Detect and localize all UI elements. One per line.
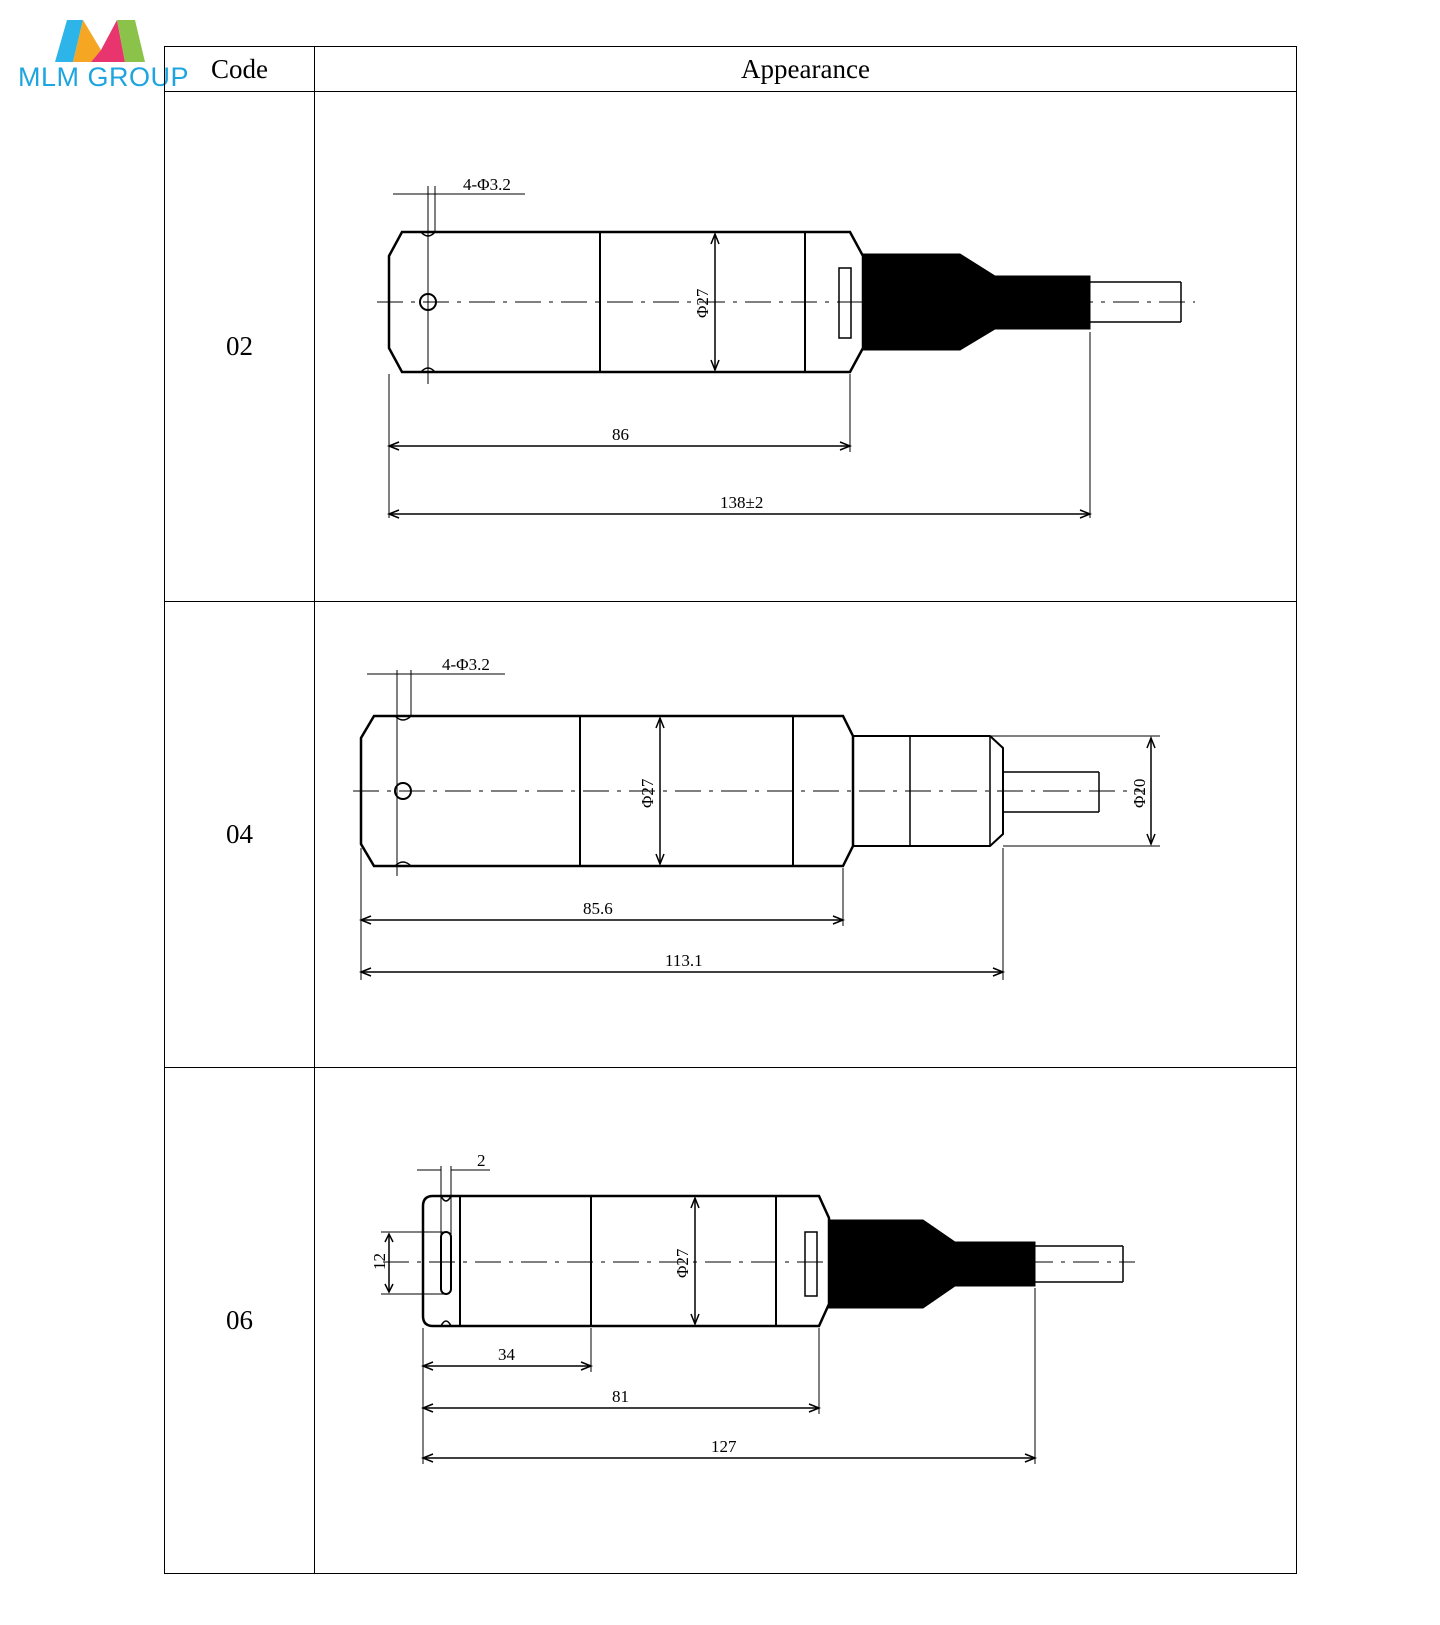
logo-mark-icon (55, 18, 145, 62)
header-appearance: Appearance (315, 47, 1297, 92)
sensor-drawing-04 (315, 604, 1295, 1066)
table-row (165, 1068, 1297, 1574)
code-cell: 06 (165, 1068, 315, 1574)
mlm-group-logo (18, 18, 190, 93)
length-dim-2: 138±2 (720, 492, 764, 512)
logo-text: MLM GROUP (18, 62, 190, 92)
length-dim-2: 113.1 (665, 950, 703, 970)
diameter-label: Φ27 (638, 778, 657, 808)
spec-table (164, 46, 1297, 1574)
length-dim-2: 81 (612, 1386, 629, 1406)
length-dim-1: 86 (612, 424, 629, 444)
hole-dim-label: 4-Φ3.2 (442, 654, 490, 674)
hole-dim-label: 4-Φ3.2 (463, 174, 511, 194)
drawing-cell (315, 1068, 1297, 1574)
table-header-row (165, 47, 1297, 92)
table-row (165, 602, 1297, 1068)
drawing-cell (315, 602, 1297, 1068)
slot-width-label: 2 (477, 1150, 486, 1170)
drawing-cell (315, 92, 1297, 602)
sensor-drawing-06 (315, 1070, 1295, 1572)
diameter-label: Φ27 (673, 1248, 692, 1278)
table-row (165, 92, 1297, 602)
sensor-drawing-02 (315, 94, 1295, 600)
length-dim-1: 34 (498, 1344, 515, 1364)
length-dim-1: 85.6 (583, 898, 613, 918)
slot-length-label: 12 (370, 1252, 389, 1270)
code-cell: 04 (165, 602, 315, 1068)
code-cell: 02 (165, 92, 315, 602)
length-dim-3: 127 (711, 1436, 737, 1456)
header-code: Code (165, 47, 315, 92)
diameter-2-label: Φ20 (1130, 778, 1149, 808)
diameter-label: Φ27 (693, 288, 712, 318)
